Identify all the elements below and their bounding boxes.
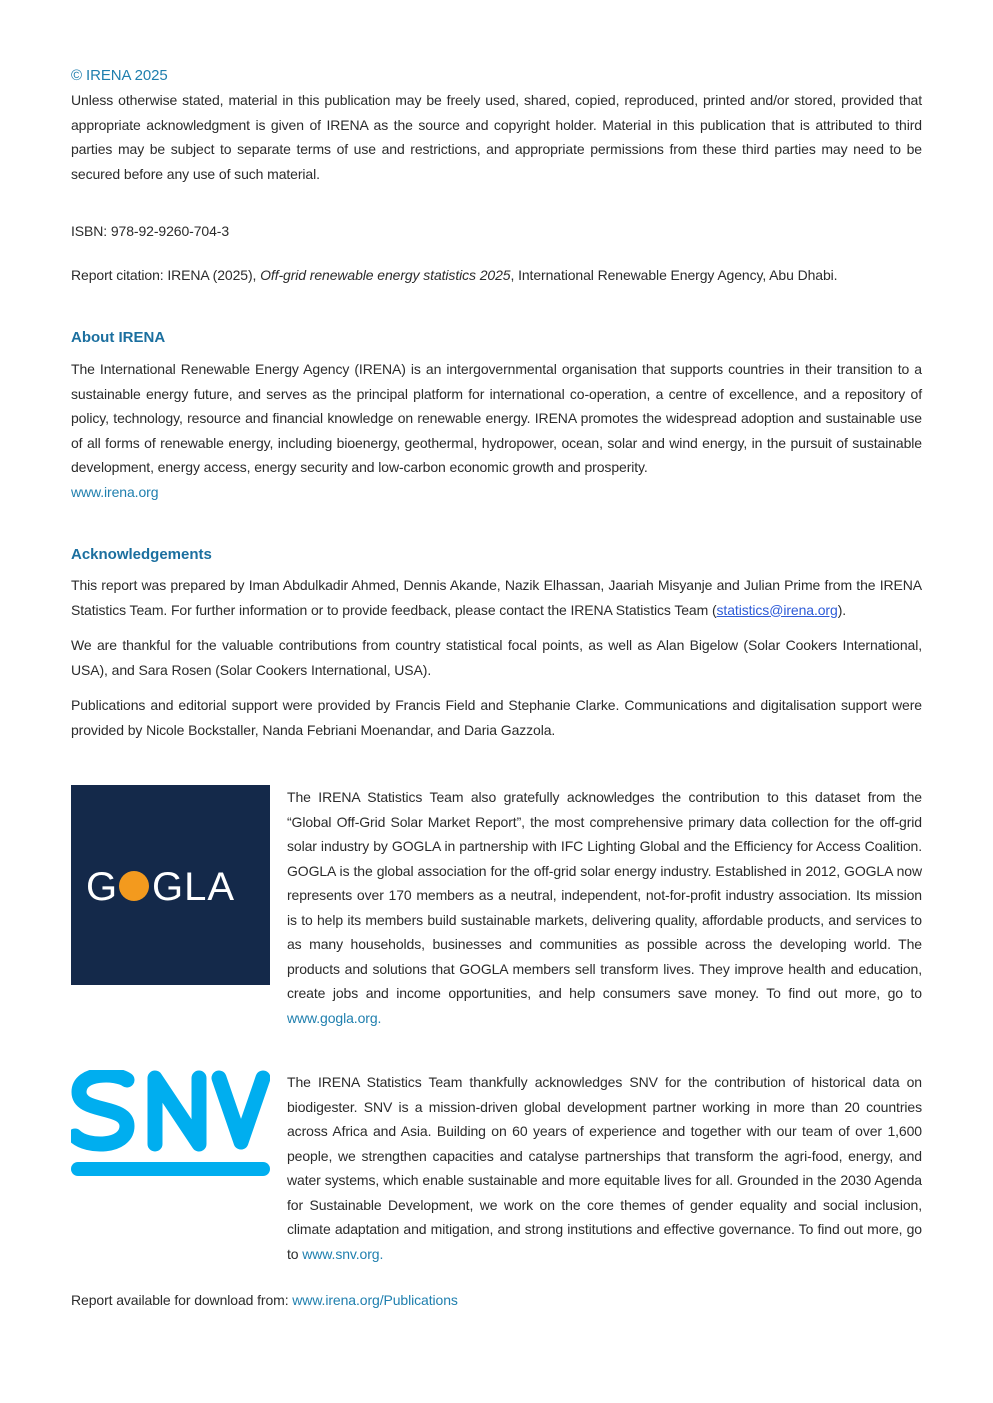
gogla-orange-dot [119,871,149,901]
gogla-logo [71,785,270,985]
snv-website-link[interactable]: www.snv.org. [302,1245,384,1262]
copyright-title: © IRENA 2025 [71,67,168,84]
gogla-section [71,785,922,1030]
gogla-logo-graphic [86,860,256,910]
statistics-email-link[interactable]: statistics@irena.org [716,601,838,618]
isbn: ISBN: 978-92-9260-704-3 [71,223,230,239]
snv-logo [71,1070,270,1180]
svg-text:G: G [85,865,118,909]
snv-body: The IRENA Statistics Team thankfully acknowledges SNV for the contribution of historical data on biodigester. SNV is a mission-driven global development partner working in more than 20 countries across Africa and Asia. Building on 60 years of experience and together with our team of over 1,600 people, we strengthen capacities and catalyse partnerships that transform the agri-food, energy, and water systems, which enable sustainable and more equitable lives for all. Grounded in the 2030 Agenda for Sustainable Development, we work on the core themes of gender equality and social inclusion, climate adaptation and mitigation, and strong institutions and effective governance. To find out more, go to www.snv.org. [287,1074,922,1262]
snv-section [71,1070,922,1266]
gogla-body: The IRENA Statistics Team also gratefully acknowledges the contribution to this dataset from the “Global Off-Grid Solar Market Report”, the most comprehensive primary data collection for the off-grid solar industry by GOGLA in partnership with IFC Lighting Global and the Efficiency for Access Coalition. GOGLA is the global association for the off-grid solar energy industry. Established in 2012, GOGLA now represents over 170 members as a neutral, independent, not-for-profit industry association. Its mission is to help its members build sustainable markets, delivering quality, affordable products, and services to as many households, businesses and communities as possible across the developing world. The products and solutions that GOGLA members sell transform lives. They improve health and education, create jobs and income opportunities, and help consumers save money. To find out more, go to www.gogla.org. [287,789,922,1026]
acknowledgements-heading: Acknowledgements [71,546,212,563]
copyright-body: Unless otherwise stated, material in this publication may be freely used, shared, copied, reproduced, printed and/or stored, provided that appropriate acknowledgment is given of IRENA as the source and copyright holder. Material in this publication that is attributed to third parties may be subject to separate terms of use and restrictions, and appropriate permissions from these third parties may need to be secured before any use of such material. [71,92,922,182]
acknowledgements-p1: This report was prepared by Iman Abdulkadir Ahmed, Dennis Akande, Nazik Elhassan, Jaariah Misyanje and Julian Prime from the IRENA Statistics Team. For further information or to provide feedback, please contact the IRENA Statistics Team (statistics@irena.org). [71,577,922,618]
svg-text:GLA: GLA [151,865,235,909]
irena-website-link[interactable]: www.irena.org [71,483,159,500]
snv-logo-graphic [71,1070,270,1180]
report-citation: Report citation: IRENA (2025), Off-grid renewable energy statistics 2025, International Renewable Energy Agency, Abu Dhabi. [71,266,838,283]
acknowledgements-p3: Publications and editorial support were provided by Francis Field and Stephanie Clarke. Communications and digitalisation support were provided by Nicole Bockstaller, Nanda Febriani Moenandar, and Daria Gazzola. [71,697,922,738]
gogla-website-link[interactable]: www.gogla.org. [287,1009,382,1026]
download-line: Report available for download from: www.irena.org/Publications [71,1292,458,1308]
publications-link[interactable]: www.irena.org/Publications [292,1292,458,1308]
page [71,64,922,1313]
about-heading: About IRENA [71,329,166,346]
acknowledgements-p2: We are thankful for the valuable contributions from country statistical focal points, as well as Alan Bigelow (Solar Cookers International, USA), and Sara Rosen (Solar Cookers International, USA). [71,637,922,678]
about-body: The International Renewable Energy Agency (IRENA) is an intergovernmental organisation that supports countries in their transition to a sustainable energy future, and serves as the principal platform for international co-operation, a centre of excellence, and a repository of policy, technology, resource and financial knowledge on renewable energy. IRENA promotes the widespread adoption and sustainable use of all forms of renewable energy, including bioenergy, geothermal, hydropower, ocean, solar and wind energy, in the pursuit of sustainable development, energy access, energy security and low-carbon economic growth and prosperity. www.irena.org [71,361,922,500]
citation-title: Off-grid renewable energy statistics 2025 [260,266,511,283]
